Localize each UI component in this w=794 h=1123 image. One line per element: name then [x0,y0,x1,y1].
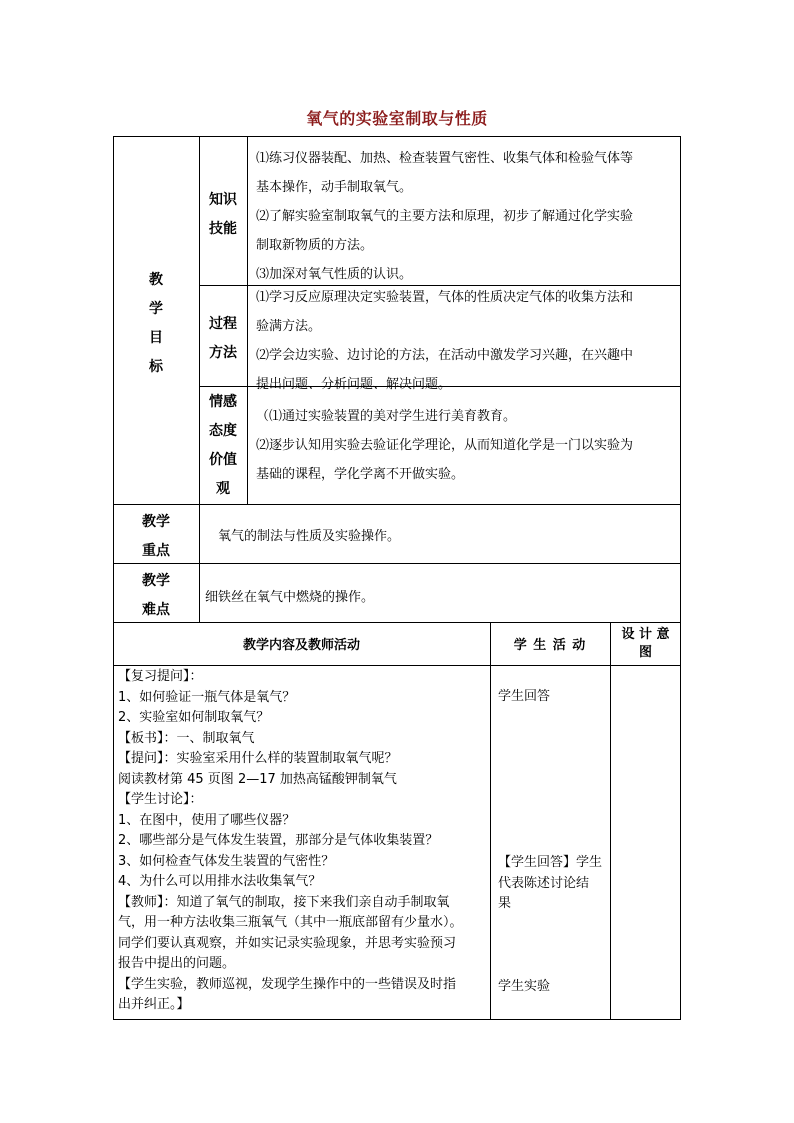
header-teaching-content: 教学内容及教师活动 [242,638,360,653]
column-divider [247,136,248,505]
header-student-activity: 学 生 活 动 [513,638,587,653]
content-line: 1、在图中，使用了哪些仪器？ [118,812,296,828]
student-activity-discussion: 【学生回答】学生 代表陈述讨论结 果 [498,855,603,911]
column-divider [610,622,611,1020]
content-line: 2、哪些部分是气体发生装置，那部分是气体收集装置？ [118,833,439,848]
attitude-values-text: （⑴通过实验装置的美对学生进行美育教育。 ⑵逐步认知用实验去验证化学理论，从而知道化学是一门以实验为 基础的课程，学化学离不开做实验。 [256,409,634,482]
key-points-text: 氧气的制法与性质及实验操作。 [218,529,401,544]
content-line: 气，用一种方法收集三瓶氧气（其中一瓶底部留有少量水）。 [118,915,463,930]
content-line: 报告中提出的问题。 [118,956,236,971]
column-divider [199,504,200,622]
student-activity-experiment: 学生实验 [498,979,551,994]
column-divider [490,622,491,1020]
knowledge-skills-label: 知识 技能 [209,192,237,237]
content-line: 同学们要认真观察，并如实记录实验现象，并思考实验预习 [118,935,457,951]
content-line: 【提问】：实验室采用什么样的装置制取氧气呢？ [118,751,398,766]
content-line: 4、为什么可以用排水法收集氧气？ [118,874,322,889]
process-methods-text: ⑴学习反应原理决定实验装置，气体的性质决定气体的收集方法和 验满方法。 ⑵学会边实验、边讨论的方法，在活动中激发学习兴趣，在兴趣中 提出问题、分析问题、解决问题。 [256,290,634,392]
document-title: 氧气的实验室制取与性质 [306,109,488,128]
knowledge-skills-text: ⑴练习仪器装配、加热、检查装置气密性、收集气体和检验气体等 基本操作，动手制取氧气。 ⑵了解实验室制取氧气的主要方法和原理，初步了解通过化学实验 制取新物质的方法。 ⑶加深对氧气性质的认识。 [256,151,634,282]
student-activity-answer: 学生回答 [498,689,551,704]
teaching-content-cell [118,667,488,1016]
difficulties-text: 细铁丝在氧气中燃烧的操作。 [205,590,375,605]
row-divider [113,665,681,666]
content-line: 3、如何检查气体发生装置的气密性？ [118,853,335,869]
content-line: 【复习提问】： [118,669,203,684]
attitude-values-label: 情感 态度 价值 观 [209,394,237,497]
objectives-label: 教 学 目 标 [149,272,163,375]
content-line: 【学生讨论】： [118,792,203,807]
content-line: 【教师】：知道了氧气的制取，接下来我们亲自动手制取氧 [118,894,450,910]
content-line: 【板书】：一、制取氧气 [118,730,255,746]
process-methods-label: 过程 方法 [209,316,237,361]
content-line: 2、实验室如何制取氧气？ [118,710,270,725]
content-line: 出并纠正。】 [118,997,190,1012]
content-line: 1、如何验证一瓶气体是氧气？ [118,689,296,705]
header-design-intent: 设 计 意 图 [621,627,670,660]
difficulties-label: 教学 难点 [142,573,170,618]
content-line: 阅读教材第 45 页图 2—17 加热高锰酸钾制氧气 [118,771,397,787]
content-line: 【学生实验，教师巡视，发现学生操作中的一些错误及时指 [118,976,457,992]
key-points-label: 教学 重点 [142,514,170,559]
